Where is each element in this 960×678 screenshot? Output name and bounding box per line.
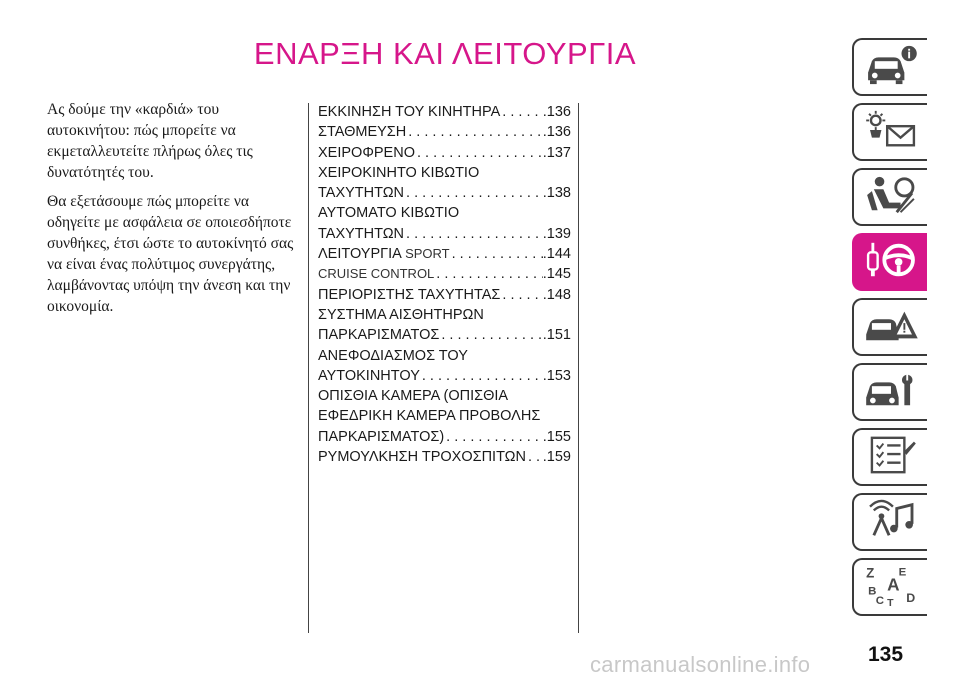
svg-text:Z: Z (865, 564, 874, 580)
toc-dot-leader (500, 102, 542, 122)
toc-page-number: .153 (542, 367, 571, 384)
svg-text:A: A (886, 574, 900, 595)
intro-paragraph: Θα εξετάσουμε πώς μπορείτε να οδηγείτε με ασφάλεια σε οποιεσδήποτε συνθήκες, έτσι ώστε το αυτοκίνητό σας να είναι ένας πολύτιμος συνεργάτης, λαμβάνοντας υπόψη την άνεση και την οικονομία. (47, 193, 294, 315)
table-of-contents (318, 102, 571, 467)
toc-entry[interactable] (318, 386, 571, 447)
toc-entry-label-small: CRUISE CONTROL (318, 266, 435, 282)
section-tab[interactable] (852, 38, 927, 96)
toc-page-number: .148 (542, 286, 571, 303)
toc-entry[interactable] (318, 122, 571, 142)
warning-lights-mail-icon (862, 109, 920, 156)
car-wrench-icon (862, 369, 920, 416)
svg-text:D: D (905, 590, 915, 605)
toc-page-number: .144 (542, 246, 571, 263)
toc-entry-label-text: ΠΕΡΙΟΡΙΣΤΗΣ ΤΑΧΥΤΗΤΑΣ (318, 286, 501, 303)
toc-page-number: .136 (542, 104, 571, 120)
toc-dot-leader (439, 325, 542, 345)
toc-entry-label (318, 264, 434, 284)
toc-entry-label (318, 447, 526, 467)
toc-entry[interactable] (318, 203, 571, 244)
toc-page-number: .159 (542, 449, 571, 466)
svg-text:C: C (875, 594, 884, 606)
toc-entry[interactable] (318, 285, 571, 305)
section-tab[interactable] (852, 363, 927, 421)
section-tab[interactable] (852, 428, 927, 486)
section-tab[interactable] (852, 233, 927, 291)
toc-page-number: .138 (542, 185, 571, 202)
toc-page-number: .145 (542, 266, 571, 283)
toc-entry-label-text: ΡΥΜΟΥΛΚΗΣΗ ΤΡΟΧΟΣΠΙΤΩΝ (318, 449, 526, 466)
toc-entry-label-small: SPORT (405, 246, 450, 262)
toc-entry-line: ΑΝΕΦΟΔΙΑΣΜΟΣ ΤΟΥ (318, 347, 468, 364)
toc-entry-label (318, 224, 404, 244)
toc-entry-label-text: ΤΑΧΥΤΗΤΩΝ (318, 185, 405, 202)
toc-entry-line: ΑΥΤΟΜΑΤΟ ΚΙΒΩΤΙΟ (318, 205, 460, 222)
section-tab[interactable] (852, 493, 927, 551)
toc-entry[interactable] (318, 346, 571, 387)
toc-entry-label-text: ΧΕΙΡΟΦΡΕΝΟ (318, 144, 415, 161)
toc-entry-label (318, 325, 439, 345)
toc-entry[interactable] (318, 447, 571, 467)
toc-entry-label (318, 102, 500, 122)
toc-dot-leader (404, 183, 543, 203)
svg-text:B: B (867, 585, 876, 598)
toc-entry-label (318, 366, 420, 386)
toc-entry-line: ΣΥΣΤΗΜΑ ΑΙΣΘΗΤΗΡΩΝ (318, 306, 484, 323)
toc-page-number: .137 (542, 144, 571, 161)
page-title: ΕΝΑΡΞΗ ΚΑΙ ΛΕΙΤΟΥΡΓΙΑ (253, 36, 637, 71)
toc-dot-leader (450, 244, 543, 264)
toc-page-number: .139 (542, 225, 571, 242)
toc-dot-leader (420, 366, 543, 386)
multimedia-signal-icon (862, 499, 920, 546)
section-tab[interactable] (852, 558, 927, 616)
toc-entry-label (318, 427, 444, 447)
toc-page-number: .136 (542, 124, 571, 141)
toc-entry[interactable] (318, 264, 571, 284)
toc-entry-line: ΧΕΙΡΟΚΙΝΗΤΟ ΚΙΒΩΤΙΟ (318, 164, 480, 181)
intro-text (47, 99, 297, 325)
section-tab[interactable] (852, 103, 927, 161)
section-tab[interactable] (852, 298, 927, 356)
toc-entry-label-text: ΑΥΤΟΚΙΝΗΤΟΥ (318, 367, 420, 384)
toc-entry-label-text: ΛΕΙΤΟΥΡΓΙΑ (318, 246, 406, 263)
toc-dot-leader (406, 122, 543, 142)
toc-dot-leader (526, 447, 543, 467)
toc-dot-leader (444, 427, 543, 447)
checklist-icon (862, 434, 920, 481)
toc-dot-leader (434, 264, 542, 284)
toc-entry[interactable] (318, 244, 571, 264)
toc-entry[interactable] (318, 305, 571, 346)
toc-dot-leader (404, 224, 543, 244)
toc-entry-line: ΕΦΕΔΡΙΚΗ ΚΑΜΕΡΑ ΠΡΟΒΟΛΗΣ (318, 408, 541, 425)
toc-dot-leader (415, 143, 543, 163)
svg-text:E: E (898, 565, 906, 578)
toc-entry-label-text: ΠΑΡΚΑΡΙΣΜΑΤΟΣ) (318, 428, 445, 445)
toc-entry[interactable] (318, 102, 571, 122)
svg-text:T: T (886, 596, 894, 606)
column-divider (578, 103, 579, 633)
toc-dot-leader (500, 285, 542, 305)
car-warning-triangle-icon (862, 304, 920, 351)
toc-entry-label-text: ΣΤΑΘΜΕΥΣΗ (318, 124, 407, 141)
section-tab[interactable] (852, 168, 927, 226)
toc-entry-label-text: ΕΚΚΙΝΗΣΗ ΤΟΥ ΚΙΝΗΤΗΡΑ (318, 104, 501, 120)
toc-page-number: .151 (542, 327, 571, 344)
toc-entry-label (318, 122, 406, 142)
key-steering-wheel-icon (862, 239, 920, 286)
toc-entry-label (318, 244, 450, 264)
toc-entry-label (318, 285, 500, 305)
watermark: carmanualsonline.info (590, 652, 811, 677)
toc-page-number: .155 (542, 428, 571, 445)
toc-entry-label (318, 143, 415, 163)
toc-entry-label (318, 183, 404, 203)
toc-entry-line: ΟΠΙΣΘΙΑ ΚΑΜΕΡΑ (ΟΠΙΣΘΙΑ (318, 388, 509, 405)
toc-entry[interactable] (318, 143, 571, 163)
car-info-icon (862, 44, 920, 91)
column-divider (308, 103, 309, 633)
toc-entry-label-text: ΠΑΡΚΑΡΙΣΜΑΤΟΣ (318, 327, 440, 344)
toc-entry-label-text: ΤΑΧΥΤΗΤΩΝ (318, 225, 405, 242)
intro-paragraph: Ας δούμε την «καρδιά» του αυτοκινήτου: πώς μπορείτε να εκμεταλλευτείτε πλήρως όλες τις δυνατότητές του. (47, 101, 253, 181)
seat-airbag-icon (862, 174, 920, 221)
toc-entry[interactable] (318, 163, 571, 204)
page-number: 135 (868, 643, 904, 666)
alphabet-index-icon (862, 564, 920, 611)
